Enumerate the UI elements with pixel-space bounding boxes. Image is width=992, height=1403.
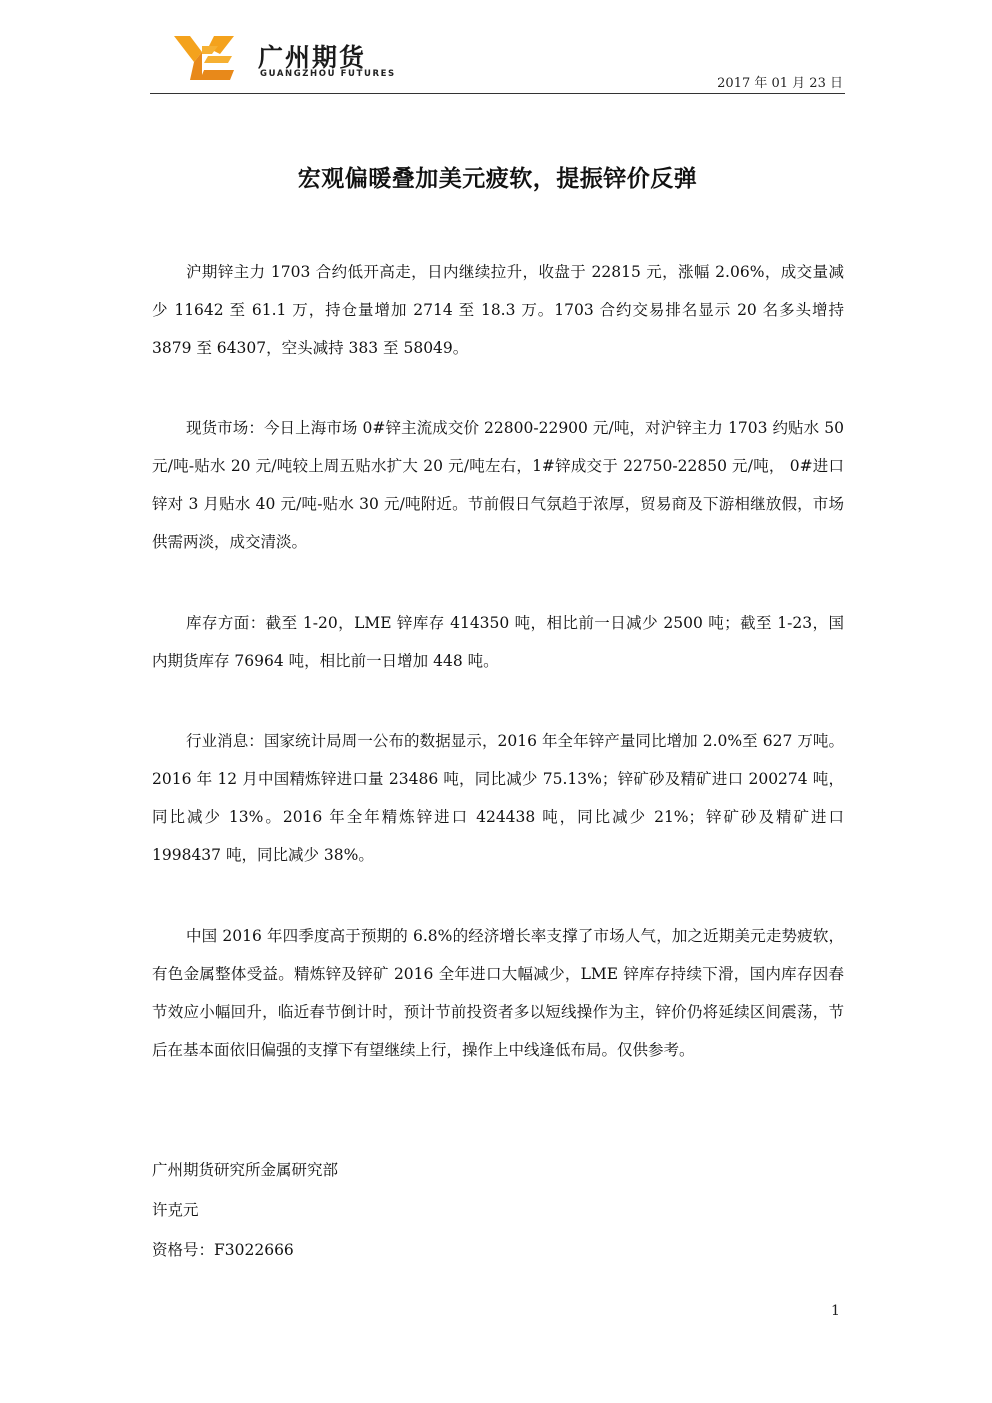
report-title: 宏观偏暖叠加美元疲软，提振锌价反弹 — [297, 166, 698, 192]
logo-chinese-name: 广州期货 — [258, 43, 367, 72]
paragraph-industry-news: 行业消息：国家统计局周一公布的数据显示，2016 年全年锌产量同比增加 2.0%至 627 万吨。2016 年 12 月中国精炼锌进口量 23486 吨，同比减少 75.13%；锌矿砂及精矿进口 200274 吨，同比减少 13%。2016 年全年精炼锌进口 424438 吨，同比减少 21%；锌矿砂及精矿进口 1998437 吨，同比减少 38%。 — [152, 732, 844, 864]
report-date: 2017 年 01 月 23 日 — [717, 76, 843, 91]
company-logo — [172, 36, 396, 86]
signature-license: 资格号：F3022666 — [152, 1241, 294, 1259]
page-number: 1 — [831, 1303, 840, 1319]
logo-mark-icon — [172, 36, 236, 80]
paragraph-outlook: 中国 2016 年四季度高于预期的 6.8%的经济增长率支撑了市场人气，加之近期美元走势疲软，有色金属整体受益。精炼锌及锌矿 2016 全年进口大幅减少，LME 锌库存持续下滑，国内库存因春节效应小幅回升，临近春节倒计时，预计节前投资者多以短线操作为主，锌价仍将延续区间震荡，节后在基本面依旧偏强的支撑下有望继续上行，操作上中线逢低布局。仅供参考。 — [152, 927, 844, 1059]
paragraph-spot-market: 现货市场：今日上海市场 0#锌主流成交价 22800-22900 元/吨，对沪锌主力 1703 约贴水 50 元/吨-贴水 20 元/吨较上周五贴水扩大 20 元/吨左右，1#锌成交于 22750-22850 元/吨， 0#进口锌对 3 月贴水 40 元/吨-贴水 30 元/吨附近。节前假日气氛趋于浓厚，贸易商及下游相继放假，市场供需两淡，成交清淡。 — [152, 419, 844, 551]
signature-author: 许克元 — [152, 1201, 199, 1219]
header-divider — [150, 93, 845, 94]
page-header — [150, 28, 845, 94]
logo-english-name: GUANGZHOU FUTURES — [260, 69, 396, 79]
paragraph-inventory: 库存方面：截至 1-20，LME 锌库存 414350 吨，相比前一日减少 2500 吨；截至 1-23，国内期货库存 76964 吨，相比前一日增加 448 吨。 — [152, 614, 844, 670]
paragraph-futures-market: 沪期锌主力 1703 合约低开高走，日内继续拉升，收盘于 22815 元，涨幅 2.06%，成交量减少 11642 至 61.1 万，持仓量增加 2714 至 18.3 万。1703 合约交易排名显示 20 名多头增持 3879 至 64307，空头减持 383 至 58049。 — [152, 263, 844, 357]
signature-department: 广州期货研究所金属研究部 — [152, 1161, 339, 1179]
